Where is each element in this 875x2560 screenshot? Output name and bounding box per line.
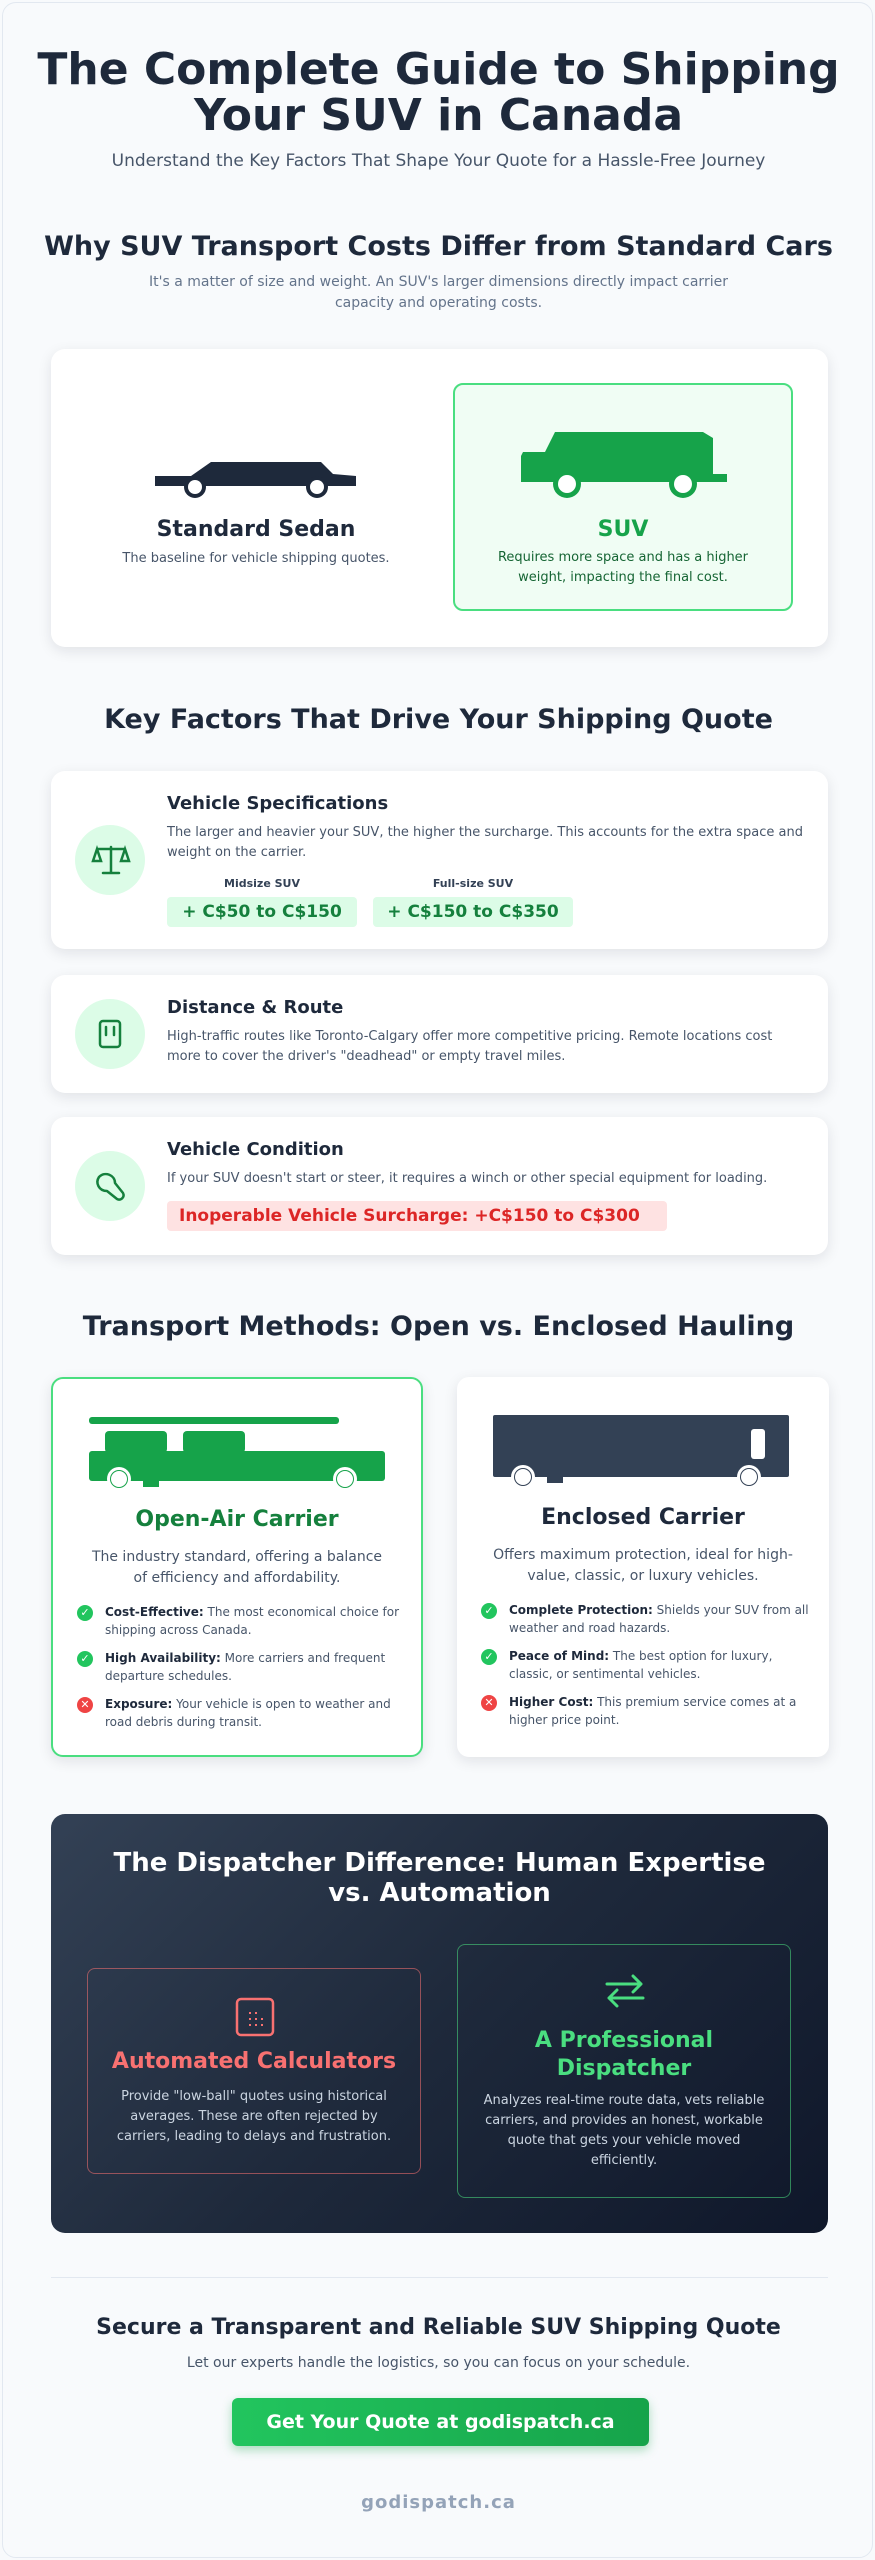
open-carrier-card	[51, 1377, 423, 1757]
open-point-2: ✓ High Availability: More carriers and frequent departure schedules.	[77, 1649, 401, 1685]
page-title-line2: Your SUV in Canada	[193, 90, 684, 141]
factor-card-specs	[51, 771, 828, 949]
factor-icon-bg	[75, 825, 145, 895]
factor-title: Vehicle Specifications	[167, 793, 389, 814]
pill-midsize: + C$50 to C$150	[167, 897, 357, 927]
sedan-desc: The baseline for vehicle shipping quotes.	[122, 551, 390, 566]
enclosed-carrier-desc: Offers maximum protection, ideal for high-value, classic, or luxury vehicles.	[493, 1547, 793, 1584]
cta-text: Let our experts handle the logistics, so you can focus on your schedule.	[186, 2355, 691, 2371]
x-icon: ✕	[481, 1695, 497, 1711]
factor-title: Vehicle Condition	[167, 1139, 344, 1160]
factor-desc: If your SUV doesn't start or steer, it requires a winch or other special equipment for loading.	[167, 1171, 768, 1186]
professional-dispatcher-title: A Professional Dispatcher	[534, 2028, 714, 2081]
page-title-line1: The Complete Guide to Shipping	[37, 44, 840, 95]
page-subtitle: Understand the Key Factors That Shape Your Quote for a Hassle-Free Journey	[111, 151, 766, 171]
methods-heading: Transport Methods: Open vs. Enclosed Hauling	[82, 1311, 795, 1342]
factor-icon-bg	[75, 1151, 145, 1221]
route-icon	[75, 999, 145, 1069]
professional-dispatcher-desc: Analyzes real-time route data, vets reliable carriers, and provides an honest, workable quote that gets your vehicle moved efficiently.	[483, 2093, 765, 2168]
factors-heading: Key Factors That Drive Your Shipping Quote	[104, 704, 773, 735]
open-carrier-desc: The industry standard, offering a balance of efficiency and affordability.	[91, 1549, 383, 1586]
inoperable-surcharge-badge: Inoperable Vehicle Surcharge: +C$150 to C$300	[167, 1201, 667, 1231]
pill-fullsize: + C$150 to C$350	[373, 897, 573, 927]
enclosed-point-2: ✓ Peace of Mind: The best option for luxury, classic, or sentimental vehicles.	[481, 1647, 809, 1683]
automated-calculators-card	[87, 1968, 421, 2174]
check-icon: ✓	[77, 1605, 93, 1621]
enclosed-point-1: ✓ Complete Protection: Shields your SUV from all weather and road hazards.	[481, 1601, 809, 1637]
calculator-icon	[235, 1997, 275, 2037]
enclosed-carrier-title: Enclosed Carrier	[541, 1505, 745, 1530]
factor-icon-bg	[75, 999, 145, 1069]
suv-icon	[517, 430, 731, 500]
get-quote-button[interactable]: Get Your Quote at godispatch.ca	[232, 2398, 649, 2446]
pill-label-fullsize: Full-size SUV	[432, 877, 514, 890]
factor-card-distance	[51, 975, 828, 1093]
cta-heading: Secure a Transparent and Reliable SUV Shipping Quote	[96, 2315, 781, 2340]
enclosed-point-3: ✕ Higher Cost: This premium service comes at a higher price point.	[481, 1693, 809, 1729]
scale-icon	[75, 825, 145, 895]
open-carrier-title: Open-Air Carrier	[135, 1507, 339, 1532]
check-icon: ✓	[481, 1649, 497, 1665]
suv-desc: Requires more space and has a higher weight, impacting the final cost.	[497, 550, 749, 585]
enclosed-carrier-card	[457, 1377, 829, 1757]
exchange-icon	[603, 1971, 647, 2011]
dispatcher-section	[51, 1814, 828, 2233]
factor-desc: The larger and heavier your SUV, the higher the surcharge. This accounts for the extra space and weight on the carrier.	[167, 825, 803, 860]
factor-card-condition	[51, 1117, 828, 1255]
automated-calculators-desc: Provide "low-ball" quotes using historical averages. These are often rejected by carriers, leading to delays and frustration.	[116, 2089, 392, 2144]
enclosed-carrier-icon	[493, 1415, 793, 1491]
open-point-3: ✕ Exposure: Your vehicle is open to weather and road debris during transit.	[77, 1695, 401, 1731]
check-icon: ✓	[481, 1603, 497, 1619]
open-point-1: ✓ Cost-Effective: The most economical choice for shipping across Canada.	[77, 1603, 401, 1639]
sedan-title: Standard Sedan	[156, 517, 356, 542]
automated-calculators-title: Automated Calculators	[111, 2049, 397, 2074]
wrench-icon	[75, 1151, 145, 1221]
factor-desc: High-traffic routes like Toronto-Calgary offer more competitive pricing. Remote locations cost more to cover the driver's "deadhead" or empty travel miles.	[167, 1029, 773, 1064]
section-divider	[51, 2277, 828, 2278]
why-intro: It's a matter of size and weight. An SUV's larger dimensions directly impact carrier capacity and operating costs.	[149, 274, 728, 311]
professional-dispatcher-card	[457, 1944, 791, 2198]
suv-title: SUV	[597, 517, 649, 542]
infographic-page	[2, 2, 873, 2558]
pill-label-midsize: Midsize SUV	[224, 877, 300, 890]
suv-card	[453, 383, 793, 611]
footer-brand: godispatch.ca	[361, 2492, 516, 2513]
factor-title: Distance & Route	[167, 997, 344, 1018]
comparison-card	[51, 349, 828, 647]
x-icon: ✕	[77, 1697, 93, 1713]
check-icon: ✓	[77, 1651, 93, 1667]
why-heading: Why SUV Transport Costs Differ from Standard Cars	[44, 231, 833, 262]
dispatcher-heading: The Dispatcher Difference: Human Expertise vs. Automation	[113, 1848, 766, 1908]
page-title	[3, 44, 874, 141]
open-carrier-icon	[89, 1417, 389, 1493]
sedan-icon	[151, 454, 361, 506]
